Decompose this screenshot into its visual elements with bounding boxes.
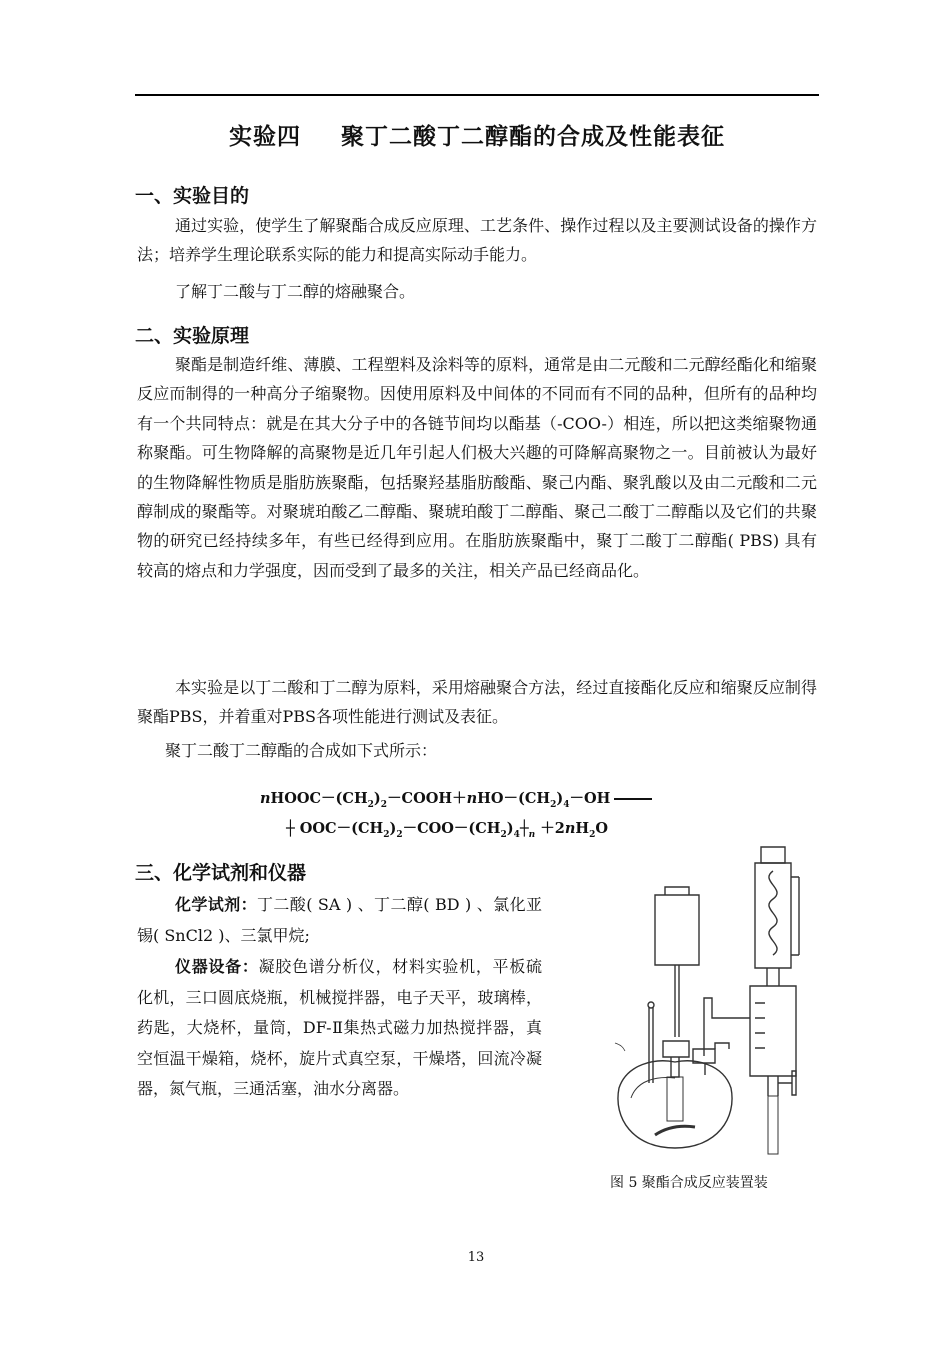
formula-line-1: $nHOOC-(CH_2)_2-COOH+nHO-(CH_2)_4-OH$ bbox=[260, 787, 652, 810]
equipment-text: 凝胶色谱分析仪，材料实验机，平板硫化机，三口圆底烧瓶，机械搅拌器，电子天平，玻璃棒，药匙，大烧杯，量筒，DF-Ⅱ集热式磁力加热搅拌器，真空恒温干燥箱，烧杯，旋片式真空泵，干燥塔，回流冷凝器，氮气瓶，三通活塞，油水分离器。 bbox=[137, 957, 542, 1098]
apparatus-illustration bbox=[605, 843, 805, 1163]
equipment-label: 仪器设备： bbox=[175, 957, 259, 976]
page-title bbox=[135, 118, 819, 151]
equipment-paragraph bbox=[137, 952, 542, 1105]
page-number: 13 bbox=[467, 1250, 485, 1265]
header-rule bbox=[135, 94, 819, 96]
principle-paragraph-1: 聚酯是制造纤维、薄膜、工程塑料及涂料等的原料，通常是由二元酸和二元醇经酯化和缩聚反应而制得的一种高分子缩聚物。因使用原料及中间体的不同而有不同的品种，但所有的品种均有一个共同特点：就是在其大分子中的各链节间均以酯基（-COO-）相连，所以把这类缩聚物通称聚酯。可生物降解的高聚物是近几年引起人们极大兴趣的可降解高聚物之一。目前被认为最好的生物降解性物质是脂肪族聚酯，包括聚羟基脂肪酸酯、聚己内酯、聚乳酸以及由二元酸和二元醇制成的聚酯等。对聚琥珀酸乙二醇酯、聚琥珀酸丁二醇酯、聚己二酸丁二醇酯以及它们的共聚物的研究已经持续多年，有些已经得到应用。在脂肪族聚酯中，聚丁二酸丁二醇酯( PBS) 具有较高的熔点和力学强度，因而受到了最多的关注，相关产品已经商品化。 bbox=[137, 355, 817, 580]
formula-line-2: ┼ $OOC-(CH_2)_2-COO-(CH_2)_4┼_n +2nH_2O$ bbox=[286, 820, 608, 840]
section-heading-purpose: 一、实验目的 bbox=[135, 185, 250, 207]
principle-paragraph-3: 聚丁二酸丁二醇酯的合成如下式所示： bbox=[165, 741, 438, 760]
title-part1: 实验四 bbox=[229, 124, 301, 150]
principle-paragraph-2: 本实验是以丁二酸和丁二醇为原料，采用熔融聚合方法，经过直接酯化反应和缩聚反应制得聚酯PBS，并着重对PBS各项性能进行测试及表征。 bbox=[137, 678, 817, 727]
section-heading-reagents: 三、化学试剂和仪器 bbox=[135, 862, 307, 884]
figure-caption: 图 5 聚酯合成反应装置装 bbox=[610, 1175, 768, 1191]
reagents-label: 化学试剂： bbox=[175, 895, 257, 914]
purpose-paragraph-2: 了解丁二酸与丁二醇的熔融聚合。 bbox=[175, 282, 416, 301]
purpose-paragraph-1: 通过实验，使学生了解聚酯合成反应原理、工艺条件、操作过程以及主要测试设备的操作方法；培养学生理论联系实际的能力和提高实际动手能力。 bbox=[137, 216, 817, 265]
title-part2: 聚丁二酸丁二醇酯的合成及性能表征 bbox=[341, 124, 725, 150]
section-heading-principle: 二、实验原理 bbox=[135, 325, 250, 347]
reagents-paragraph bbox=[137, 890, 542, 951]
reaction-arrow-line bbox=[614, 798, 652, 800]
reagents-text: 丁二酸( SA ) 、丁二醇( BD ) 、氯化亚锡( SnCl2 )、三氯甲烷; bbox=[137, 895, 542, 945]
